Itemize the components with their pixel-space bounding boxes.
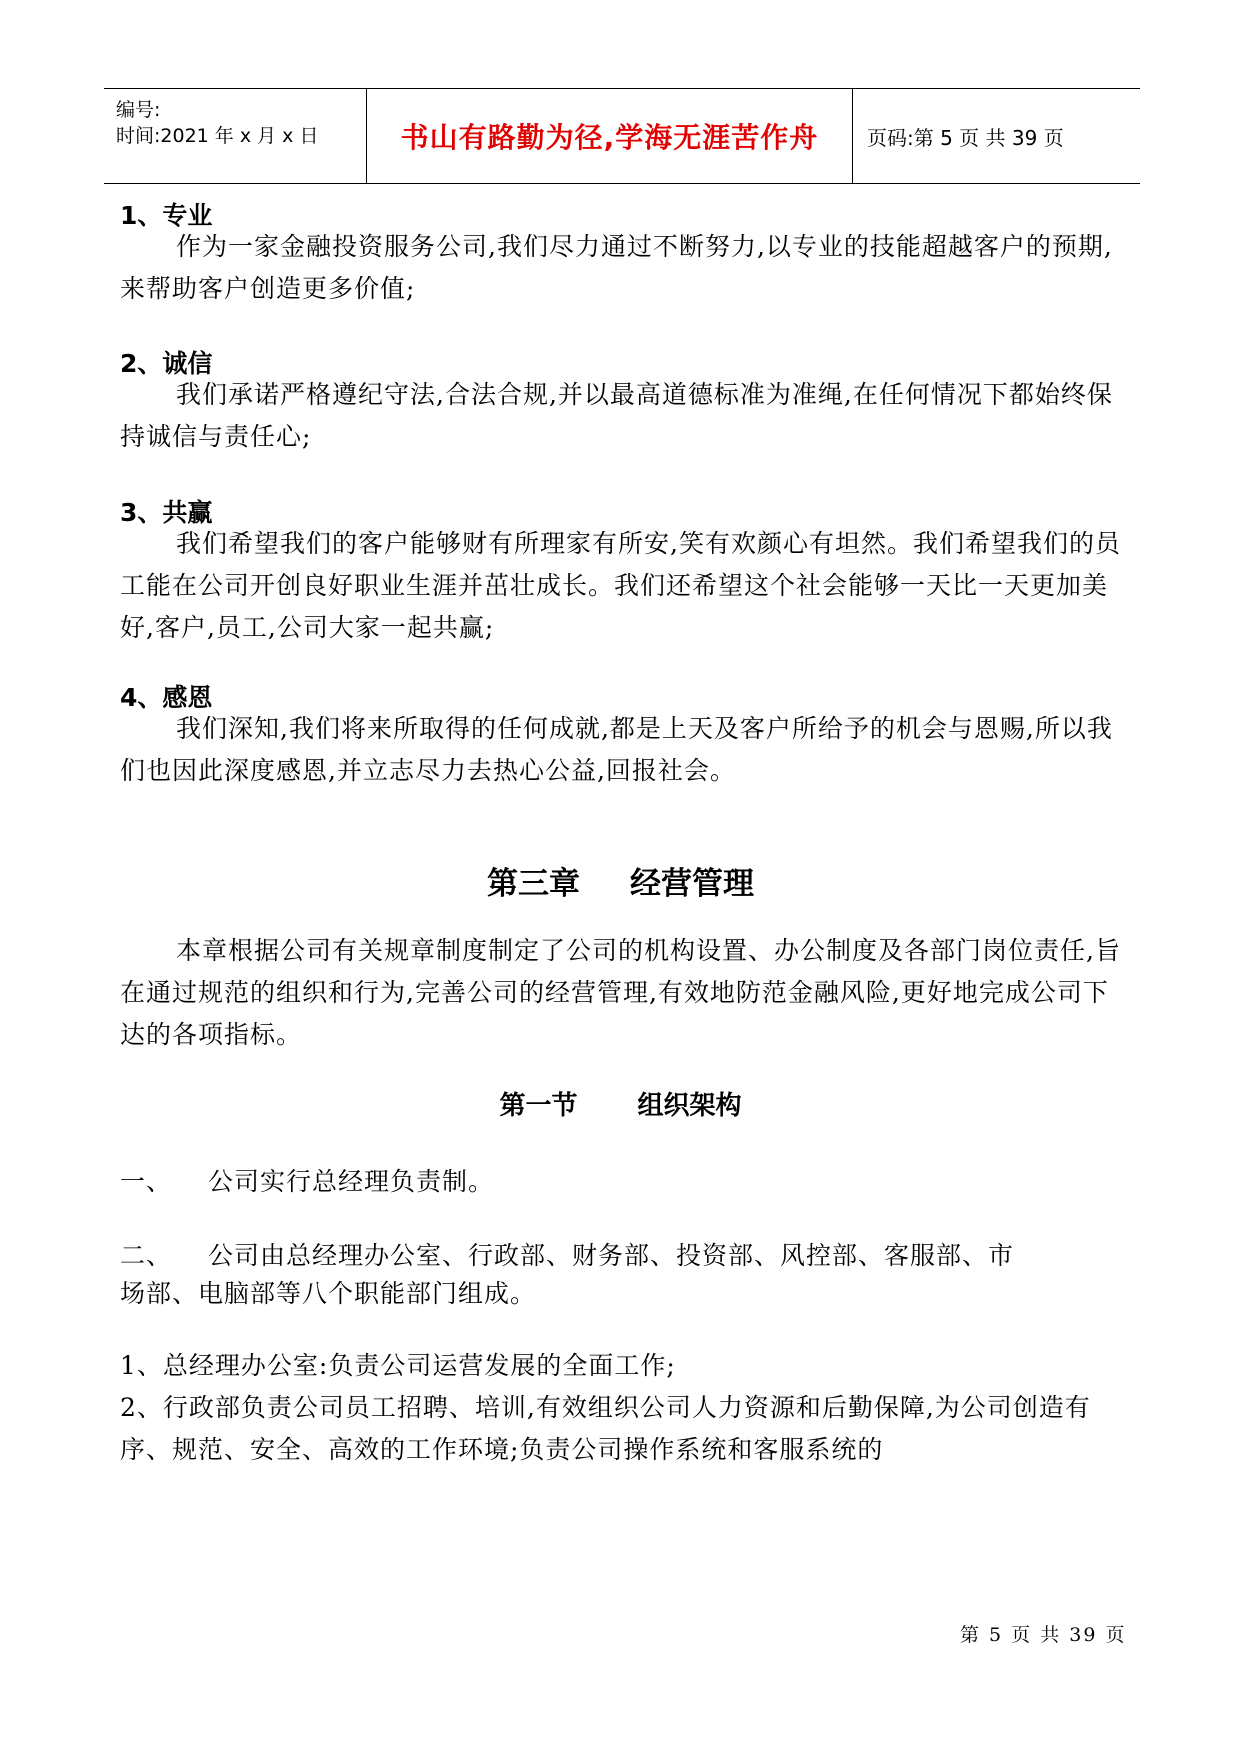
paragraph: 本章根据公司有关规章制度制定了公司的机构设置、办公制度及各部门岗位责任,旨在通过规范的组织和行为,完善公司的经营管理,有效地防范金融风险,更好地完成公司下达的各项指标。 xyxy=(120,936,1121,1049)
value-text-gratitude xyxy=(120,708,1130,792)
chapter-intro xyxy=(120,930,1130,1056)
header-info-cell xyxy=(104,89,366,183)
page-footer: 第 5 页 共 39 页 xyxy=(960,1624,1127,1646)
chapter-number: 第三章 xyxy=(487,866,580,902)
page-header xyxy=(104,88,1140,184)
list-item-number: 一、 xyxy=(120,1167,173,1196)
section-name: 组织架构 xyxy=(637,1091,742,1121)
list-item xyxy=(120,1162,494,1198)
list-item-number: 二、 xyxy=(120,1241,173,1270)
value-text-professional xyxy=(120,226,1130,310)
paragraph: 我们承诺严格遵纪守法,合法合规,并以最高道德标准为准绳,在任何情况下都始终保持诚信与责任心; xyxy=(120,380,1113,451)
value-heading-gratitude: 4、感恩 xyxy=(120,683,213,712)
department-item: 1、总经理办公室:负责公司运营发展的全面工作; xyxy=(120,1351,676,1380)
department-item: 2、行政部负责公司员工招聘、培训,有效组织公司人力资源和后勤保障,为公司创造有序、规范、安全、高效的工作环境;负责公司操作系统和客服系统的 xyxy=(120,1393,1091,1464)
value-heading-win-win: 3、共赢 xyxy=(120,498,213,527)
number-label: 编号: xyxy=(116,99,161,121)
section-title xyxy=(0,1085,1241,1122)
section-number: 第一节 xyxy=(499,1091,578,1121)
paragraph: 我们希望我们的客户能够财有所理家有所安,笑有欢颜心有坦然。我们希望我们的员工能在公司开创良好职业生涯并茁壮成长。我们还希望这个社会能够一天比一天更加美好,客户,员工,公司大家一起共赢; xyxy=(120,529,1121,642)
value-heading-professional: 1、专业 xyxy=(120,201,213,230)
value-text-integrity xyxy=(120,374,1130,458)
list-item-text: 公司实行总经理负责制。 xyxy=(208,1167,495,1196)
page-number-label: 页码:第 5 页 共 39 页 xyxy=(867,125,1064,150)
time-label: 时间:2021 年 x 月 x 日 xyxy=(116,125,319,147)
value-text-win-win xyxy=(120,523,1130,649)
department-list xyxy=(120,1345,1130,1471)
motto: 书山有路勤为径,学海无涯苦作舟 xyxy=(366,89,853,183)
paragraph: 我们深知,我们将来所取得的任何成就,都是上天及客户所给予的机会与恩赐,所以我们也因此深度感恩,并立志尽力去热心公益,回报社会。 xyxy=(120,714,1113,785)
list-item-text: 公司由总经理办公室、行政部、财务部、投资部、风控部、客服部、市 xyxy=(208,1241,1015,1270)
list-item-continued: 场部、电脑部等八个职能部门组成。 xyxy=(120,1279,537,1308)
chapter-title xyxy=(0,858,1241,903)
value-heading-integrity: 2、诚信 xyxy=(120,349,213,378)
paragraph: 作为一家金融投资服务公司,我们尽力通过不断努力,以专业的技能超越客户的预期,来帮助客户创造更多价值; xyxy=(120,232,1113,303)
list-item xyxy=(120,1236,1014,1272)
chapter-name: 经营管理 xyxy=(630,866,754,902)
